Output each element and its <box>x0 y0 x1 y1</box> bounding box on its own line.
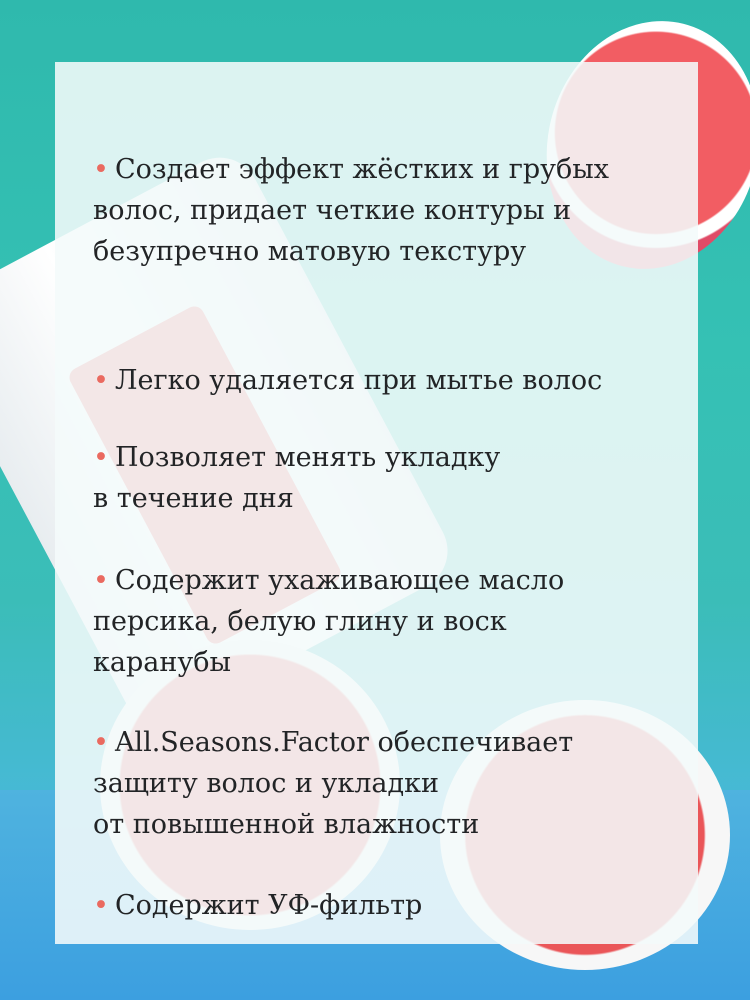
bullet-icon: • <box>93 727 109 758</box>
bullet-icon: • <box>93 890 109 921</box>
feature-item-text: Содержит УФ-фильтр <box>114 890 423 921</box>
feature-item <box>93 319 602 401</box>
feature-item <box>93 396 500 519</box>
feature-item-text: Создает эффект жёстких и грубых волос, придает четкие контуры и безупречно матовую текстуру <box>93 154 609 267</box>
feature-item-text: Легко удаляется при мытье волос <box>114 365 603 396</box>
bullet-icon: • <box>93 565 109 596</box>
feature-item <box>93 844 422 926</box>
feature-item-text: All.Seasons.Factor обеспечивает защиту волос и укладки от повышенной влажности <box>93 727 574 840</box>
feature-item-text: Позволяет менять укладку в течение дня <box>93 442 501 514</box>
bullet-icon: • <box>93 154 109 185</box>
feature-item <box>93 108 609 272</box>
feature-item <box>93 681 573 845</box>
feature-card <box>55 62 698 944</box>
feature-item <box>93 519 564 683</box>
bullet-icon: • <box>93 442 109 473</box>
bullet-icon: • <box>93 365 109 396</box>
feature-item-text: Содержит ухаживающее масло персика, белую глину и воск каранубы <box>93 565 565 678</box>
